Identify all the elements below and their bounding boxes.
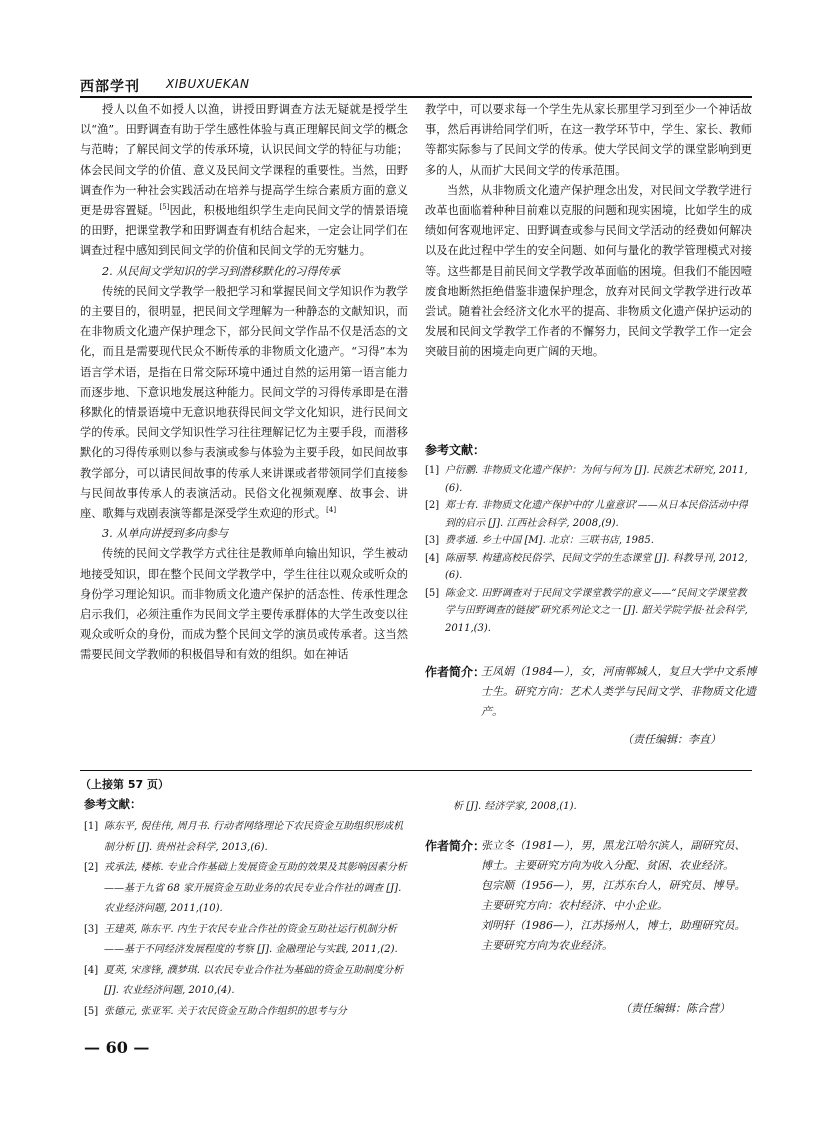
references-heading: 参考文献：	[425, 443, 486, 457]
reference-item: [5] 陈金文. 田野调查对于民间文学课堂教学的意义——“民间文学课堂教学与田野调查的链接”研究系列论文之一 [J]. 韶关学院学报·社会科学, 2011,(3).	[425, 587, 748, 634]
section-heading: 3. 从单向讲授到多向参与	[102, 527, 229, 541]
reference-list	[84, 817, 412, 1022]
author-label: 作者简介：	[425, 665, 486, 679]
author-text: 王凤娟（1984—），女，河南郸城人，复旦大学中文系博士生。研究方向：艺术人类学与民间文学、非物质文化遗产。	[481, 665, 757, 718]
header-rule	[80, 96, 752, 98]
author-text	[481, 836, 751, 956]
paragraph: 当然，从非物质文化遗产保护理念出发，对民间文学教学进行改革也面临着种种目前难以克服的问题和现实困境，比如学生的成绩如何客观地评定、田野调查或参与民间文学活动的经费如何解决以及在此过程中学生的安全问题、如何与量化的教学管理模式对接等。这些都是目前民间文学教学改革面临的困境。但我们不能因噎废食地断然拒绝借鉴非遗保护理念，放弃对民间文学教学进行改革尝试。随着社会经济文化水平的提高、非物质文化遗产保护运动的发展和民间文学教学工作者的不懈努力，民间文学教学工作一定会突破目前的困境走向更广阔的天地。	[425, 183, 752, 359]
paragraph: 授人以鱼不如授人以渔，讲授田野调查方法无疑就是授学生以“渔”。田野调查有助于学生感性体验与真正理解民间文学的概念与范畴；了解民间文学的传承环境，认识民间文学的特征与功能；体会民间文学的价值、意义及民间文学课程的重要性。当然，田野调查作为一种社会实践活动在培养与提高学生综合素质方面的意义更是毋容置疑。[5]因此，积极地组织学生走向民间文学的情景语境的田野，把课堂教学和田野调查有机结合起来，一定会让同学们在调查过程中感知到民间文学的价值和民间文学的无穷魅力。	[80, 103, 408, 258]
author-bio	[425, 662, 757, 724]
paragraph: 传统的民间文学教学一般把学习和掌握民间文学知识作为教学的主要目的，很明显，把民间文学理解为一种静态的文献知识，而在非物质文化遗产保护理念下，部分民间文学作品不仅是活态的文化，而且是需要现代民众不断传承的非物质文化遗产。“习得”本为语言学术语，是指在日常交际环境中通过自然的运用第一语言能力而逐步地、下意识地发展这种能力。民间文学的习得传承即是在潜移默化的情景语境中无意识地获得民间文学文化知识，进行民间文学的传承。民间文学知识性学习往往理解记忆为主要手段，而潜移默化的习得传承则以参与表演或参与体验为主要手段，如民间故事教学部分，可以请民间故事的传承人来讲课或者带领同学们直接参与民间故事传承人的表演活动。民俗文化视频观摩、故事会、讲座、歌舞与戏剧表演等都是深受学生欢迎的形式。[4]	[80, 284, 408, 521]
paragraph: 传统的民间文学教学方式往往是教师单向输出知识，学生被动地接受知识，即在整个民间文学教学中，学生往往以观众或听众的身份学习理论知识。而非物质文化遗产保护的活态性、传承性理念启示我们，必须注重作为民间文学主要传承群体的大学生改变以往观众或听众的身份，而成为整个民间文学的演员或传承者。这当然需要民间文学教师的积极倡导和有效的组织。如在神话	[80, 547, 408, 662]
responsible-editor: （责任编辑：李直）	[622, 733, 721, 746]
responsible-editor: （责任编辑：陈合营）	[620, 1002, 730, 1015]
reference-item: [4] 陈丽琴. 构建高校民俗学、民间文学的生态课堂 [J]. 科教导刊, 2012,(6).	[425, 552, 748, 581]
journal-name: 西部学刊	[80, 79, 140, 95]
author-entry: 张立冬（1981—），男，黑龙江哈尔滨人，副研究员、博士。主要研究方向为收入分配、贫困、农业经济。	[481, 839, 746, 872]
reference-item: [1] 陈东平, 倪佳伟, 周月书. 行动者网络理论下农民资金互助组织形成机制分析 [J]. 贵州社会科学, 2013,(6).	[84, 821, 404, 853]
section-divider	[80, 770, 752, 771]
reference-item: [3] 费孝通. 乡土中国 [M]. 北京：三联书店, 1985.	[425, 535, 654, 546]
author-entry: 刘明轩（1986—），江苏扬州人，博士，助理研究员。主要研究方向为农业经济。	[481, 919, 746, 952]
continued-label: （上接第 57 页）	[80, 778, 169, 791]
reference-item: [3] 王建英, 陈东平. 内生于农民专业合作社的资金互助社运行机制分析——基于不同经济发展程度的考察 [J]. 金融理论与实践, 2011,(2).	[84, 923, 398, 955]
left-column	[80, 100, 408, 666]
page-number: — 60 —	[84, 1038, 150, 1057]
reference-item: [2] 戎承法, 楼栋. 专业合作基础上发展资金互助的效果及其影响因素分析——基于九省 68 家开展资金互助业务的农民专业合作社的调查 [J]. 农业经济问题, 2011,(10).	[84, 862, 407, 914]
reference-item: [5] 张德元, 张亚军. 关于农民资金互助合作组织的思考与分	[84, 1005, 347, 1017]
reference-item: [2] 郑士有. 非物质文化遗产保护中的‘儿童意识’——从日本民俗活动中得到的启示 [J]. 江西社会科学, 2008,(9).	[425, 500, 748, 529]
author-bio	[425, 836, 752, 1006]
reference-item: [1] 户衍鹏. 非物质文化遗产保护：为何与何为 [J]. 民族艺术研究, 2011,(6).	[425, 465, 748, 494]
reference-list	[425, 462, 752, 637]
author-label: 作者简介：	[425, 839, 486, 853]
paragraph: 教学中，可以要求每一个学生先从家长那里学习到至少一个神话故事，然后再讲给同学们听，在这一教学环节中，学生、家长、教师等都实际参与了民间文学的传承。使大学民间文学的课堂影响到更多的人，从而扩大民间文学的传承范围。	[425, 103, 752, 177]
references-heading: 参考文献：	[84, 797, 142, 811]
author-entry: 包宗顺（1956—），男，江苏东台人，研究员、博导。主要研究方向：农村经济、中小企业。	[481, 879, 746, 912]
journal-name-pinyin: XIBUXUEKAN	[166, 77, 250, 91]
reference-item: [4] 夏英, 宋彦锋, 濮梦琪. 以农民专业合作社为基础的资金互助制度分析 [J]. 农业经济问题, 2010,(4).	[84, 964, 404, 996]
section-heading: 2. 从民间文学知识的学习到潜移默化的习得传承	[102, 264, 340, 278]
reference-continuation: 析 [J]. 经济学家, 2008,(1).	[453, 801, 577, 812]
right-column	[425, 100, 752, 363]
